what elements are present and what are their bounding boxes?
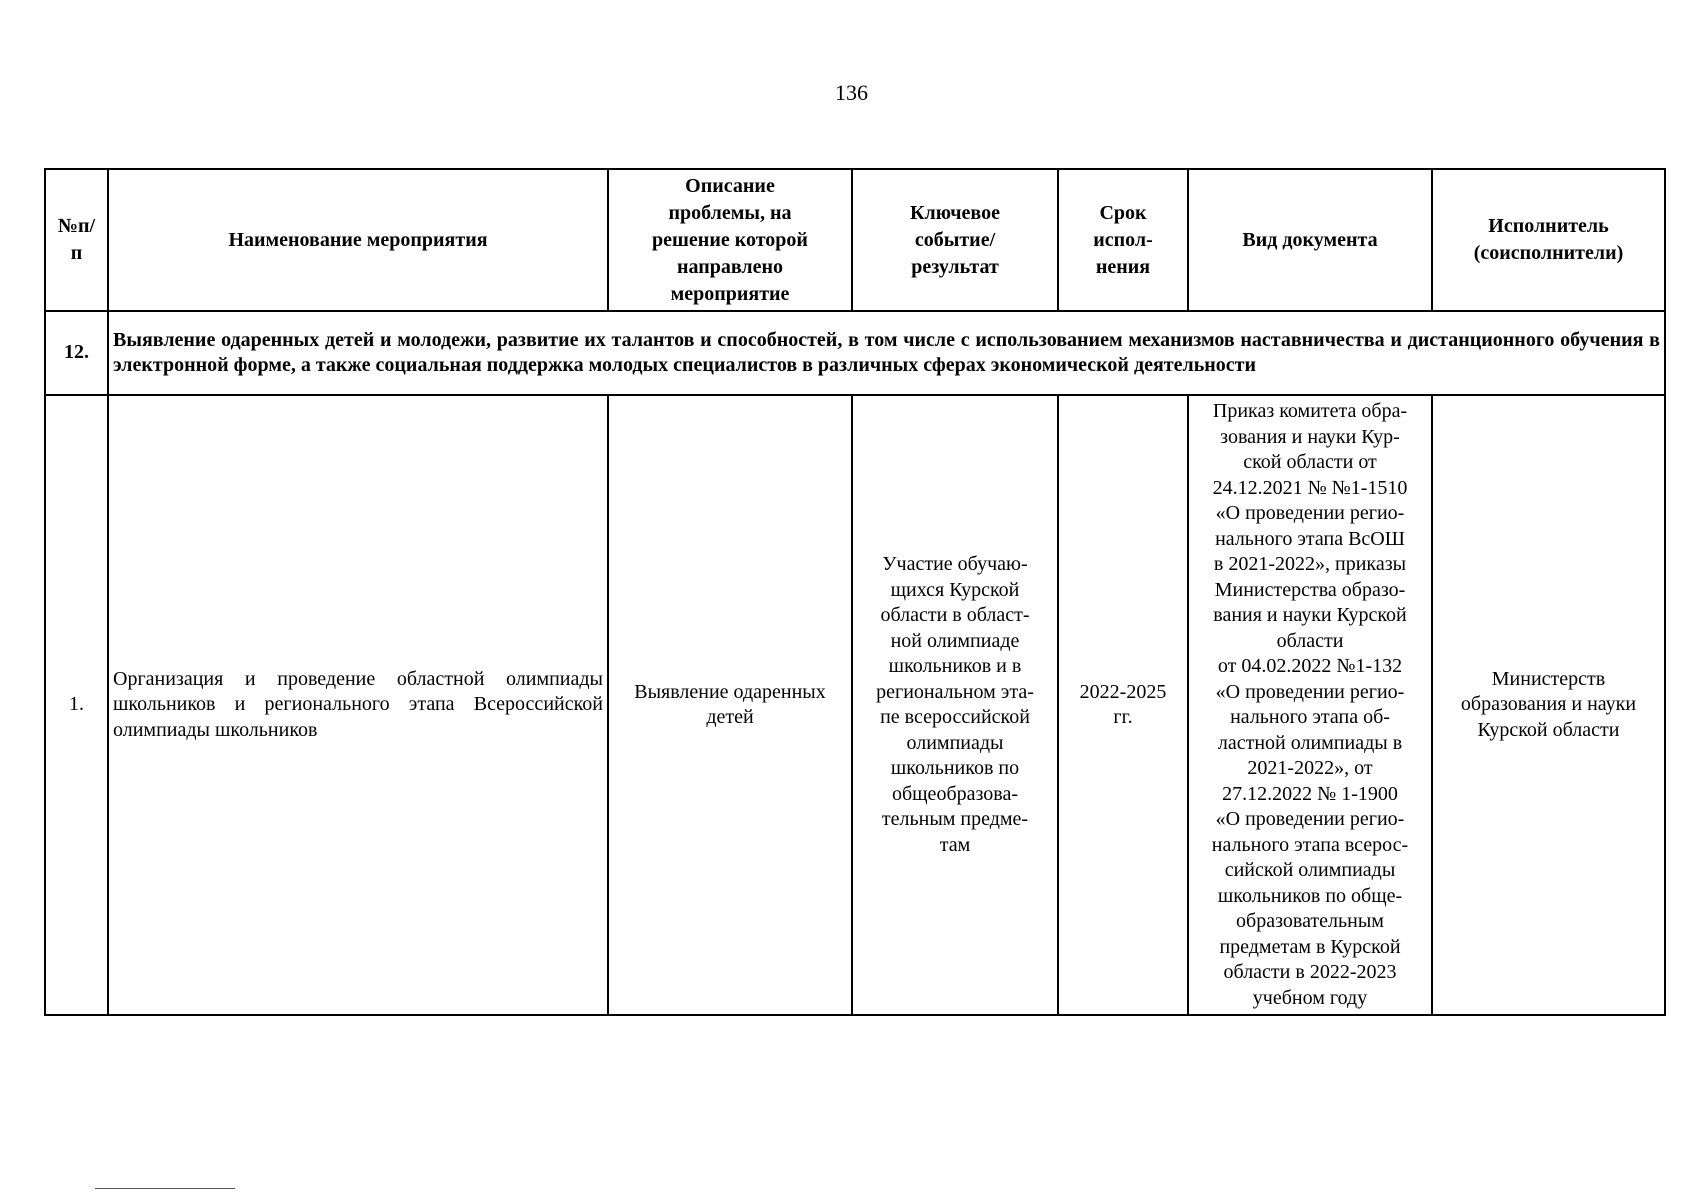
header-event-name: Наименование мероприятия: [108, 169, 608, 311]
header-term: Срок испол- нения: [1058, 169, 1188, 311]
header-key-event-result: Ключевое событие/ результат: [852, 169, 1058, 311]
events-table: [44, 168, 1666, 1016]
header-document-type: Вид документа: [1188, 169, 1432, 311]
section-title: Выявление одаренных детей и молодежи, развитие их талантов и способностей, в том числе с использованием механизмов наставничества и дистанционного обучения в электронной форме, а также социальная поддержка молодых специалистов в различных сферах экономической деятельности: [108, 311, 1665, 395]
table-row: [45, 395, 1665, 1015]
header-number: №п/ п: [45, 169, 108, 311]
table-header-row: [45, 169, 1665, 311]
row-key-event-result: Участие обучаю- щихся Курской области в област- ной олимпиаде школьников и в региональном эта- пе всероссийской олимпиады школьников по общеобразова- тельным предме- там: [852, 395, 1058, 1015]
section-number: 12.: [45, 311, 108, 395]
section-row: [45, 311, 1665, 395]
row-term: 2022-2025 гг.: [1058, 395, 1188, 1015]
row-document-type: Приказ комитета обра- зования и науки Кур- ской области от 24.12.2021 № №1-1510 «О проведении регио- нального этапа ВсОШ в 2021-2022», приказы Министерства образо- вания и науки Курской области от 04.02.2022 №1-132 «О проведении регио- нального этапа об- ластной олимпиады в 2021-2022», от 27.12.2022 № 1-1900 «О проведении регио- нального этапа всерос- сийской олимпиады школьников по обще- образовательным предметам в Курской области в 2022-2023 учебном году: [1188, 395, 1432, 1015]
footer-divider: [95, 1188, 235, 1189]
page-number: 136: [835, 80, 868, 105]
header-executor: Исполнитель (соисполнители): [1432, 169, 1665, 311]
header-problem-description: Описание проблемы, на решение которой направлено мероприятие: [608, 169, 852, 311]
row-problem-description: Выявление одаренных детей: [608, 395, 852, 1015]
row-executor: Министерств образования и науки Курской области: [1432, 395, 1665, 1015]
row-event-name: Организация и проведение областной олимпиады школьников и регионального этапа Всероссийской олимпиады школьников: [108, 395, 608, 1015]
row-number: 1.: [45, 395, 108, 1015]
